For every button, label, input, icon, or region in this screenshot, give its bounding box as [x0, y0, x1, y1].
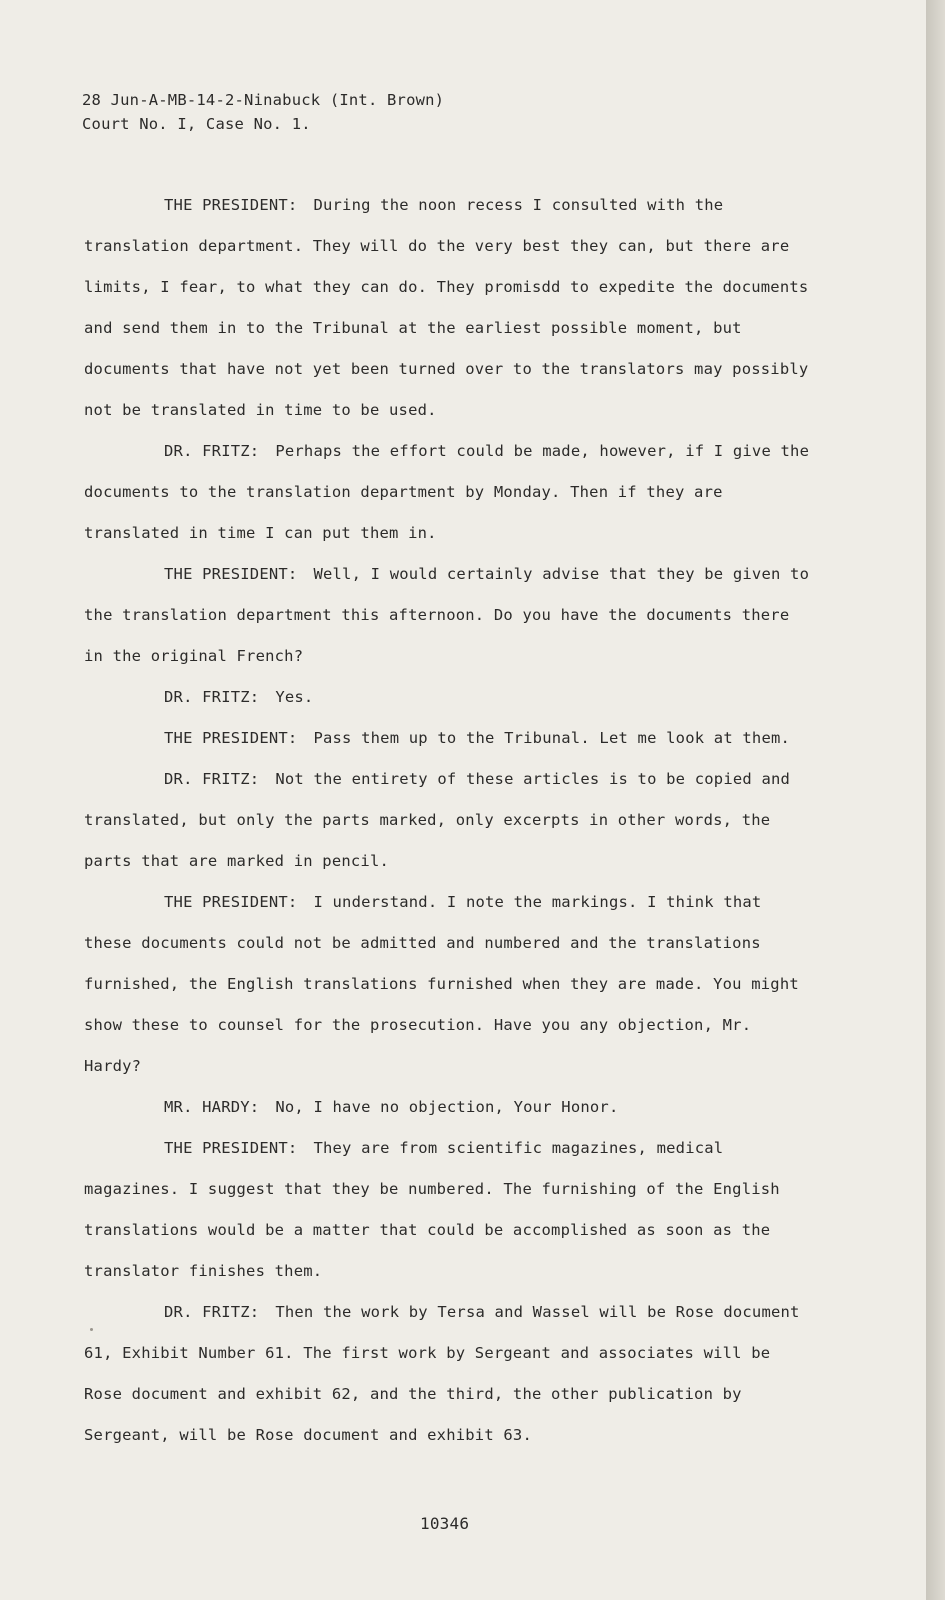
transcript-body: [84, 185, 814, 1456]
speech-text: Well, I would certainly advise that they be given to the translation department this afternoon. Do you have the documents there in the original French?: [84, 565, 810, 665]
transcript-paragraph: [84, 185, 814, 431]
header-line-court: Court No. I, Case No. 1.: [82, 115, 311, 133]
transcript-paragraph: [84, 1128, 814, 1292]
speaker-label: THE PRESIDENT:: [164, 565, 298, 583]
page-edge: [926, 0, 945, 1600]
speech-text: Not the entirety of these articles is to be copied and translated, but only the parts marked, only excerpts in other words, the parts that are marked in pencil.: [84, 770, 791, 870]
transcript-paragraph: [84, 882, 814, 1087]
speaker-label: DR. FRITZ:: [164, 688, 260, 706]
transcript-paragraph: [84, 677, 814, 718]
page-number: 10346: [420, 1514, 470, 1533]
document-header: [82, 88, 444, 136]
speech-text: They are from scientific magazines, medical magazines. I suggest that they be numbered. The furnishing of the English translations would be a matter that could be accomplished as soon as the translator finishes them.: [84, 1139, 780, 1280]
speech-text: Perhaps the effort could be made, however, if I give the documents to the translation department by Monday. Then if they are translated in time I can put them in.: [84, 442, 810, 542]
speaker-label: DR. FRITZ:: [164, 442, 260, 460]
speech-text: I understand. I note the markings. I think that these documents could not be admitted and numbered and the translations furnished, the English translations furnished when they are made. You might show these to counsel for the prosecution. Have you any objection, Mr. Hardy?: [84, 893, 799, 1075]
speaker-label: DR. FRITZ:: [164, 770, 260, 788]
header-line-session: 28 Jun-A-MB-14-2-Ninabuck (Int. Brown): [82, 91, 445, 109]
speaker-label: THE PRESIDENT:: [164, 729, 298, 747]
speaker-label: MR. HARDY:: [164, 1098, 260, 1116]
paper-speck: [90, 1328, 93, 1331]
speech-text: Pass them up to the Tribunal. Let me look at them.: [313, 729, 791, 747]
speech-text: No, I have no objection, Your Honor.: [275, 1098, 619, 1116]
speaker-label: THE PRESIDENT:: [164, 893, 298, 911]
transcript-paragraph: [84, 554, 814, 677]
speech-text: During the noon recess I consulted with the translation department. They will do the very best they can, but there are limits, I fear, to what they can do. They promisdd to expedite the documents and send them in to the Tribunal at the earliest possible moment, but documents that have not yet been turned over to the translators may possibly not be translated in time to be used.: [84, 196, 809, 419]
transcript-paragraph: [84, 1292, 814, 1456]
speaker-label: DR. FRITZ:: [164, 1303, 260, 1321]
speaker-label: THE PRESIDENT:: [164, 196, 298, 214]
transcript-paragraph: [84, 759, 814, 882]
speech-text: Then the work by Tersa and Wassel will be Rose document 61, Exhibit Number 61. The first work by Sergeant and associates will be Rose document and exhibit 62, and the third, the other publication by Sergeant, will be Rose document and exhibit 63.: [84, 1303, 800, 1444]
transcript-paragraph: [84, 431, 814, 554]
speaker-label: THE PRESIDENT:: [164, 1139, 298, 1157]
speech-text: Yes.: [275, 688, 314, 706]
transcript-paragraph: [84, 718, 814, 759]
transcript-paragraph: [84, 1087, 814, 1128]
